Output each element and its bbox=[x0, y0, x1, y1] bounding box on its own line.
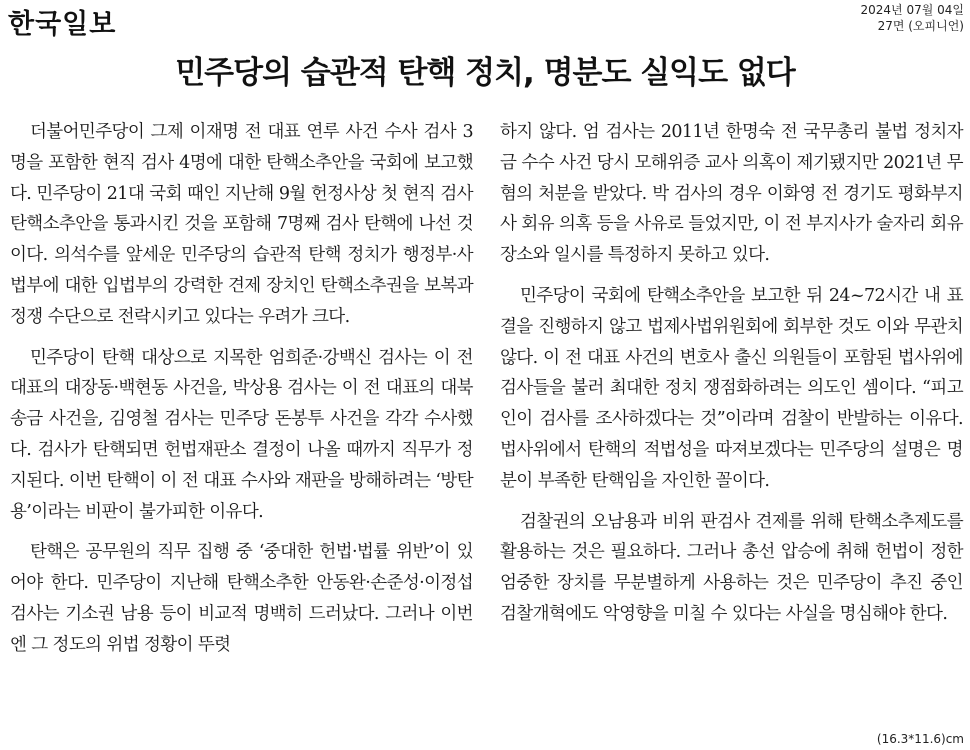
article-column-left bbox=[10, 117, 473, 671]
publication-meta bbox=[861, 2, 964, 34]
article-column-right bbox=[500, 117, 963, 640]
publication-date: 2024년 07월 04일 bbox=[860, 3, 964, 17]
article-paragraph: 민주당이 탄핵 대상으로 지목한 엄희준·강백신 검사는 이 전 대표의 대장동·백현동 사건을, 박상용 검사는 이 전 대표의 대북송금 사건을, 김영철 검사는 민주당 돈봉투 사건을 각각 수사했다. 검사가 탄핵되면 헌법재판소 결정이 나올 때까지 직무가 정지된다. 이번 탄핵이 이 전 대표 수사와 재판을 방해하려는 ‘방탄용’이라는 비판이 불가피한 이유다. bbox=[10, 347, 473, 522]
editorial-headline: 민주당의 습관적 탄핵 정치, 명분도 실익도 없다 bbox=[175, 55, 795, 91]
newspaper-masthead: 한국일보 bbox=[8, 9, 117, 40]
article-paragraph: 하지 않다. 엄 검사는 2011년 한명숙 전 국무총리 불법 정치자금 수수 사건 당시 모해위증 교사 의혹이 제기됐지만 2021년 무혐의 처분을 받았다. 박 검사의 경우 이화영 전 경기도 평화부지사 회유 의혹 등을 사유로 들었지만, 이 전 부지사가 술자리 회유 장소와 일시를 특정하지 못하고 있다. bbox=[500, 122, 963, 266]
article-paragraph: 탄핵은 공무원의 직무 집행 중 ‘중대한 헌법·법률 위반’이 있어야 한다. 민주당이 지난해 탄핵소추한 안동완·손준성·이정섭 검사는 기소권 남용 등이 비교적 명백히 드러났다. 그러나 이번엔 그 정도의 위법 정황이 뚜렷 bbox=[10, 542, 473, 655]
article-paragraph: 검찰권의 오남용과 비위 판검사 견제를 위해 탄핵소추제도를 활용하는 것은 필요하다. 그러나 총선 압승에 취해 헌법이 정한 엄중한 장치를 무분별하게 사용하는 것은 민주당이 추진 중인 검찰개혁에도 악영향을 미칠 수 있다는 사실을 명심해야 한다. bbox=[500, 511, 963, 624]
page-section: 27면 (오피니언) bbox=[877, 19, 964, 33]
article-paragraph: 민주당이 국회에 탄핵소추안을 보고한 뒤 24~72시간 내 표결을 진행하지 않고 법제사법위원회에 회부한 것도 이와 무관치 않다. 이 전 대표 사건의 변호사 출신 의원들이 포함된 법사위에 검사들을 불러 최대한 정치 쟁점화하려는 의도인 셈이다. “피고인이 검사를 조사하겠다는 것”이라며 검찰이 반발하는 이유다. 법사위에서 탄핵의 적법성을 따져보겠다는 민주당의 설명은 명분이 부족한 탄핵임을 자인한 꼴이다. bbox=[500, 285, 963, 491]
clipping-size-note: (16.3*11.6)cm bbox=[876, 732, 964, 746]
article-paragraph: 더불어민주당이 그제 이재명 전 대표 연루 사건 수사 검사 3명을 포함한 현직 검사 4명에 대한 탄핵소추안을 국회에 보고했다. 민주당이 21대 국회 때인 지난해 9월 헌정사상 첫 현직 검사 탄핵소추안을 통과시킨 것을 포함해 7명째 검사 탄핵에 나선 것이다. 의석수를 앞세운 민주당의 습관적 탄핵 정치가 행정부·사법부에 대한 입법부의 강력한 견제 장치인 탄핵소추권을 보복과 정쟁 수단으로 전락시키고 있다는 우려가 크다. bbox=[10, 122, 473, 327]
